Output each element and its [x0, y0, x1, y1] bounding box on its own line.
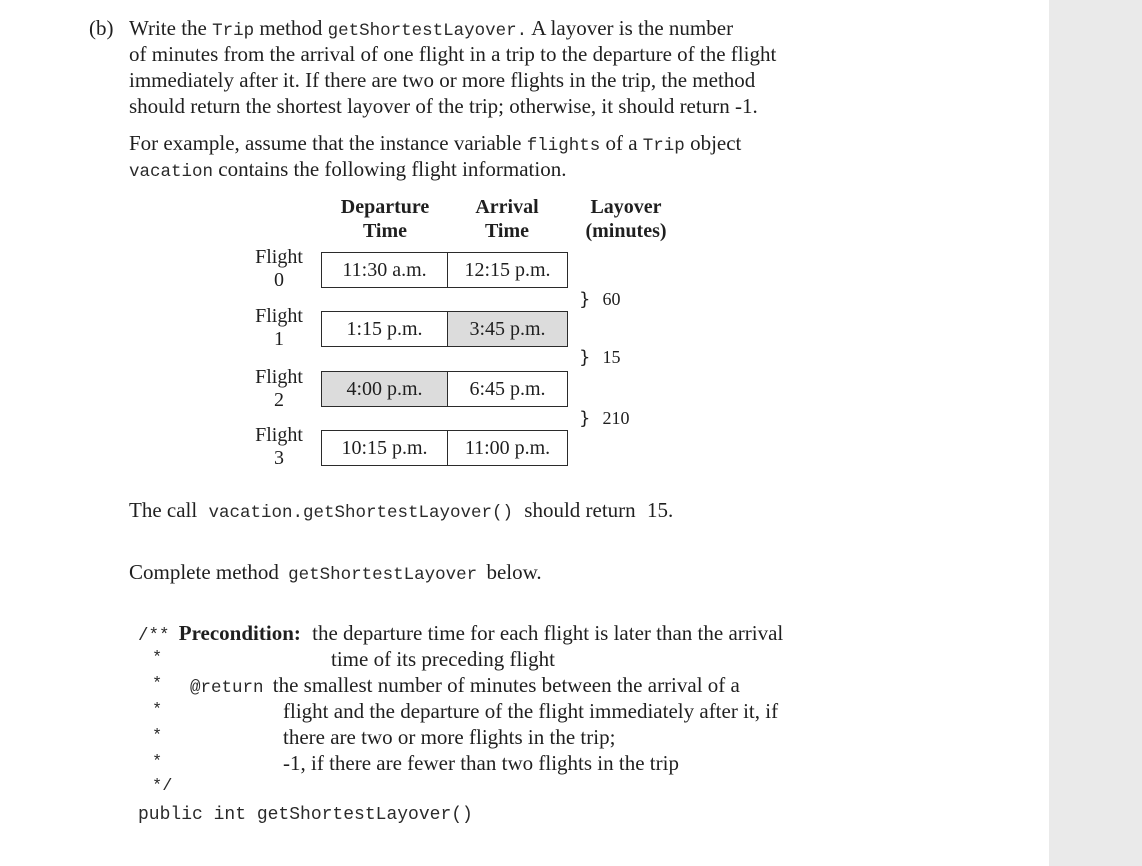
flight-2-arrival: 6:45 p.m. — [447, 371, 568, 407]
example-line-2: vacation contains the following flight information. — [129, 157, 567, 182]
right-margin-panel — [1049, 0, 1142, 866]
header-arrival: Arrival Time — [475, 196, 539, 242]
flight-label-2: Flight 2 — [255, 366, 303, 411]
flight-3-departure: 10:15 p.m. — [321, 430, 448, 466]
brace-icon: } — [579, 347, 591, 368]
method-signature: public int getShortestLayover() — [138, 805, 473, 825]
return-line-2: flight and the departure of the flight immediately after it, if — [283, 699, 779, 723]
return-line-4: -1, if there are fewer than two flights in the trip — [283, 751, 679, 775]
return-line-1: @return the smallest number of minutes between the arrival of a — [190, 673, 740, 698]
flight-1-arrival: 3:45 p.m. — [447, 311, 568, 347]
question-label: (b) — [89, 16, 114, 40]
header-layover: Layover (minutes) — [585, 196, 667, 242]
precondition-line-1: /** Precondition: the departure time for each flight is later than the arrival — [138, 621, 784, 646]
flight-label-1: Flight 1 — [255, 305, 303, 350]
flight-1-departure: 1:15 p.m. — [321, 311, 448, 347]
flight-2-departure: 4:00 p.m. — [321, 371, 448, 407]
flight-0-departure: 11:30 a.m. — [321, 252, 448, 288]
intro-line-2: of minutes from the arrival of one flight in a trip to the departure of the flight — [129, 42, 777, 66]
flight-0-arrival: 12:15 p.m. — [447, 252, 568, 288]
call-statement: The call vacation.getShortestLayover() should return 15. — [129, 498, 674, 523]
precondition-line-2: time of its preceding flight — [331, 647, 555, 671]
flight-label-0: Flight 0 — [255, 246, 303, 291]
example-line-1: For example, assume that the instance variable flights of a Trip object — [129, 131, 742, 156]
layover-2: } 210 — [579, 408, 630, 429]
layover-1: } 15 — [579, 347, 621, 368]
return-line-3: there are two or more flights in the trip; — [283, 725, 616, 749]
flight-label-3: Flight 3 — [255, 424, 303, 469]
intro-line-1: Write the Trip method getShortestLayover. A layover is the number — [129, 16, 734, 41]
brace-icon: } — [579, 289, 591, 310]
intro-line-4: should return the shortest layover of the trip; otherwise, it should return -1. — [129, 94, 758, 118]
intro-line-3: immediately after it. If there are two or more flights in the trip, the method — [129, 68, 756, 92]
complete-instruction: Complete method getShortestLayover below. — [129, 560, 542, 585]
brace-icon: } — [579, 408, 591, 429]
header-departure: Departure Time — [340, 196, 430, 242]
layover-0: } 60 — [579, 289, 621, 310]
comment-close: */ — [152, 777, 173, 796]
flight-3-arrival: 11:00 p.m. — [447, 430, 568, 466]
